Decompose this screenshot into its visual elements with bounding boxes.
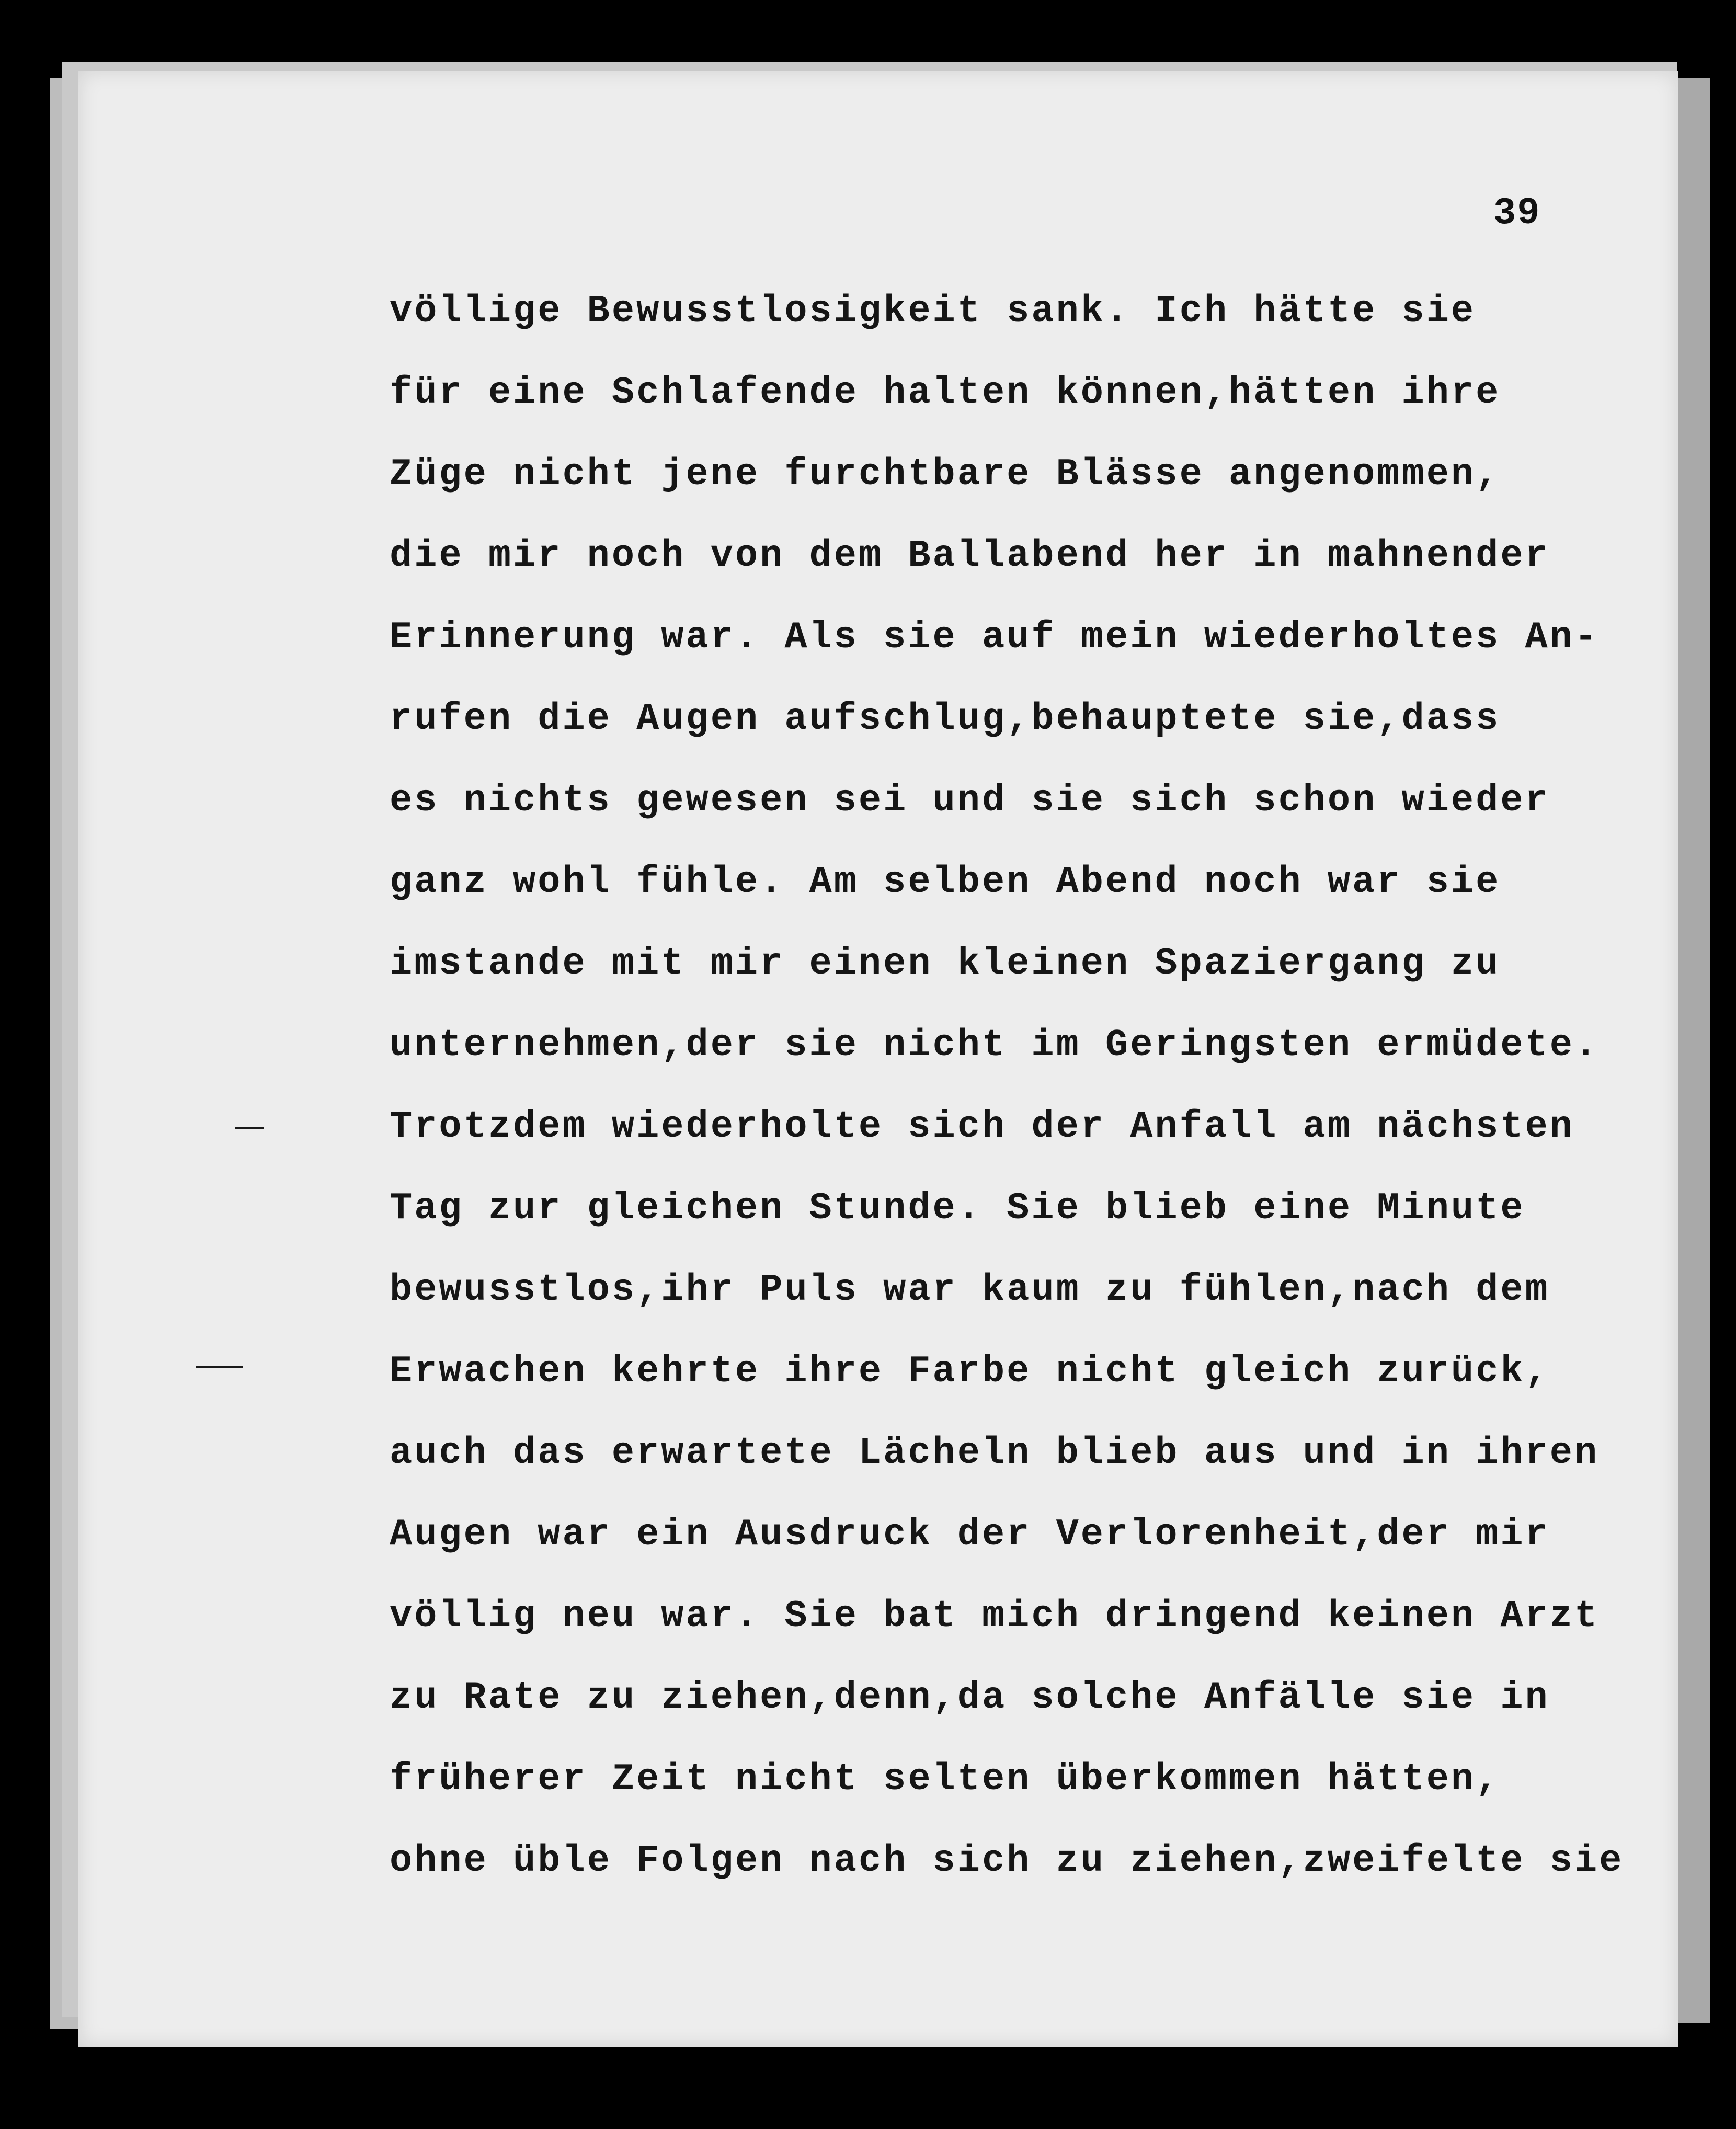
text-line: Augen war ein Ausdruck der Verlorenheit,der mir <box>390 1513 1550 1556</box>
text-line: bewusstlos,ihr Puls war kaum zu fühlen,nach dem <box>390 1268 1550 1311</box>
text-line: völlige Bewusstlosigkeit sank. Ich hätte sie <box>390 290 1476 333</box>
text-line: es nichts gewesen sei und sie sich schon wieder <box>390 779 1550 822</box>
text-line: für eine Schlafende halten können,hätten ihre <box>390 371 1501 414</box>
margin-mark <box>196 1366 243 1368</box>
text-line: Erwachen kehrte ihre Farbe nicht gleich zurück, <box>390 1350 1550 1393</box>
text-line: imstande mit mir einen kleinen Spaziergang zu <box>390 942 1501 985</box>
text-line: Tag zur gleichen Stunde. Sie blieb eine Minute <box>390 1187 1525 1230</box>
text-line: Trotzdem wiederholte sich der Anfall am nächsten <box>390 1105 1574 1148</box>
text-line: Erinnerung war. Als sie auf mein wiederholtes An- <box>390 616 1600 659</box>
body-text <box>390 270 1712 1902</box>
text-line: die mir noch von dem Ballabend her in mahnender <box>390 534 1550 577</box>
margin-mark <box>235 1127 264 1129</box>
text-line: unternehmen,der sie nicht im Geringsten ermüdete. <box>390 1024 1600 1067</box>
text-line: rufen die Augen aufschlug,behauptete sie,dass <box>390 697 1501 740</box>
page-number: 39 <box>1493 192 1541 235</box>
text-line: früherer Zeit nicht selten überkommen hätten, <box>390 1758 1501 1801</box>
text-line: zu Rate zu ziehen,denn,da solche Anfälle sie in <box>390 1676 1550 1719</box>
text-line: ohne üble Folgen nach sich zu ziehen,zweifelte sie <box>390 1839 1624 1882</box>
text-line: völlig neu war. Sie bat mich dringend keinen Arzt <box>390 1595 1600 1638</box>
text-line: ganz wohl fühle. Am selben Abend noch war sie <box>390 861 1501 903</box>
text-line: Züge nicht jene furchtbare Blässe angenommen, <box>390 453 1501 496</box>
text-line: auch das erwartete Lächeln blieb aus und in ihren <box>390 1432 1600 1474</box>
typewritten-page <box>78 71 1678 2047</box>
